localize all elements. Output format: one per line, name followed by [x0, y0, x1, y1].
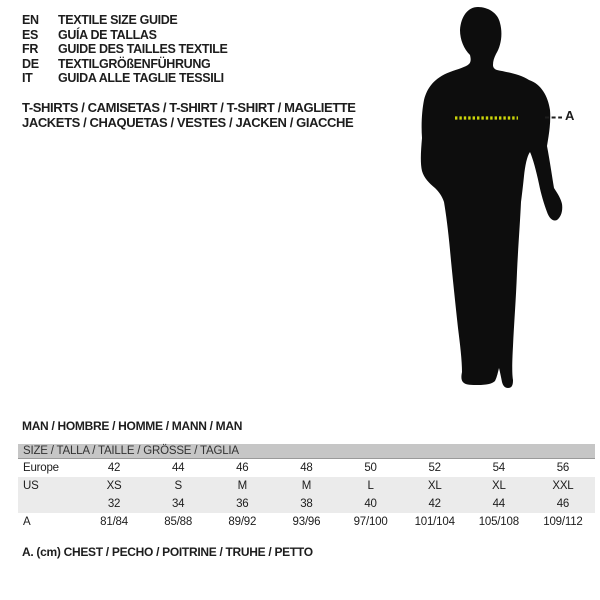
language-code: EN [22, 13, 39, 28]
category-line: T-SHIRTS / CAMISETAS / T-SHIRT / T-SHIRT / MAGLIETTE [22, 100, 356, 115]
language-row [22, 42, 228, 57]
language-row [22, 13, 228, 28]
size-cell: 54 [492, 462, 506, 474]
size-cell: 81/84 [100, 516, 128, 528]
row-label: Europe [23, 462, 59, 474]
size-cell: 85/88 [164, 516, 193, 528]
size-cell: M [301, 480, 312, 492]
language-label: GUIDA ALLE TAGLIE TESSILI [58, 71, 224, 86]
size-cell: 32 [107, 498, 121, 510]
size-cell: 42 [428, 498, 441, 510]
table-row [18, 477, 595, 495]
language-label: GUÍA DE TALLAS [58, 27, 157, 42]
size-cell: XXL [552, 480, 574, 492]
measurement-footnote: A. (cm) CHEST / PECHO / POITRINE / TRUHE / PETTO [22, 545, 313, 559]
size-cell: S [174, 480, 182, 492]
language-label: GUIDE DES TAILLES TEXTILE [58, 42, 228, 57]
size-cell: 44 [171, 462, 185, 474]
size-cell: 48 [300, 462, 313, 474]
table-row [18, 513, 595, 531]
language-list [22, 13, 228, 86]
size-cell: 93/96 [292, 516, 321, 528]
size-cell: 34 [171, 498, 185, 510]
language-code: IT [22, 71, 33, 86]
language-code: DE [22, 56, 39, 71]
category-lines [22, 100, 356, 129]
size-cell: 109/112 [543, 516, 583, 528]
language-row [22, 71, 228, 86]
man-silhouette-path [421, 7, 562, 388]
size-cell: 89/92 [228, 516, 257, 528]
size-cell: 105/108 [478, 516, 519, 528]
language-label: TEXTILGRÖßENFÜHRUNG [58, 56, 211, 71]
size-cell: 101/104 [414, 516, 455, 528]
size-cell: XL [427, 480, 442, 492]
size-table [18, 444, 595, 531]
size-table-header: SIZE / TALLA / TAILLE / GRÖSSE / TAGLIA [18, 444, 595, 459]
size-cell: 97/100 [353, 516, 388, 528]
size-cell: 40 [364, 498, 377, 510]
size-cell: L [367, 480, 374, 492]
row-label: US [23, 480, 39, 492]
figure-silhouette [408, 4, 588, 400]
size-cell: 46 [236, 462, 249, 474]
size-cell: 50 [364, 462, 377, 474]
category-line: JACKETS / CHAQUETAS / VESTES / JACKEN / GIACCHE [22, 114, 354, 130]
size-cell: 46 [556, 498, 570, 510]
size-cell: 52 [428, 462, 441, 474]
size-cell: M [237, 480, 247, 492]
chest-marker-label: A [565, 108, 575, 123]
size-table-body [18, 459, 595, 531]
section-title: MAN / HOMBRE / HOMME / MANN / MAN [22, 419, 243, 433]
size-cell: 38 [300, 498, 313, 510]
language-row [22, 28, 228, 43]
size-cell: 44 [492, 498, 506, 510]
table-row [18, 495, 595, 513]
language-row [22, 57, 228, 72]
man-silhouette-graphic [408, 4, 588, 400]
size-cell: XL [491, 480, 506, 492]
size-cell: 56 [556, 462, 570, 474]
table-row [18, 459, 595, 477]
row-label: A [23, 516, 31, 528]
size-cell: XS [106, 480, 122, 492]
language-label: TEXTILE SIZE GUIDE [58, 13, 178, 28]
size-cell: 42 [107, 462, 121, 474]
language-code: ES [22, 27, 39, 42]
size-cell: 36 [236, 498, 249, 510]
language-code: FR [22, 42, 39, 57]
